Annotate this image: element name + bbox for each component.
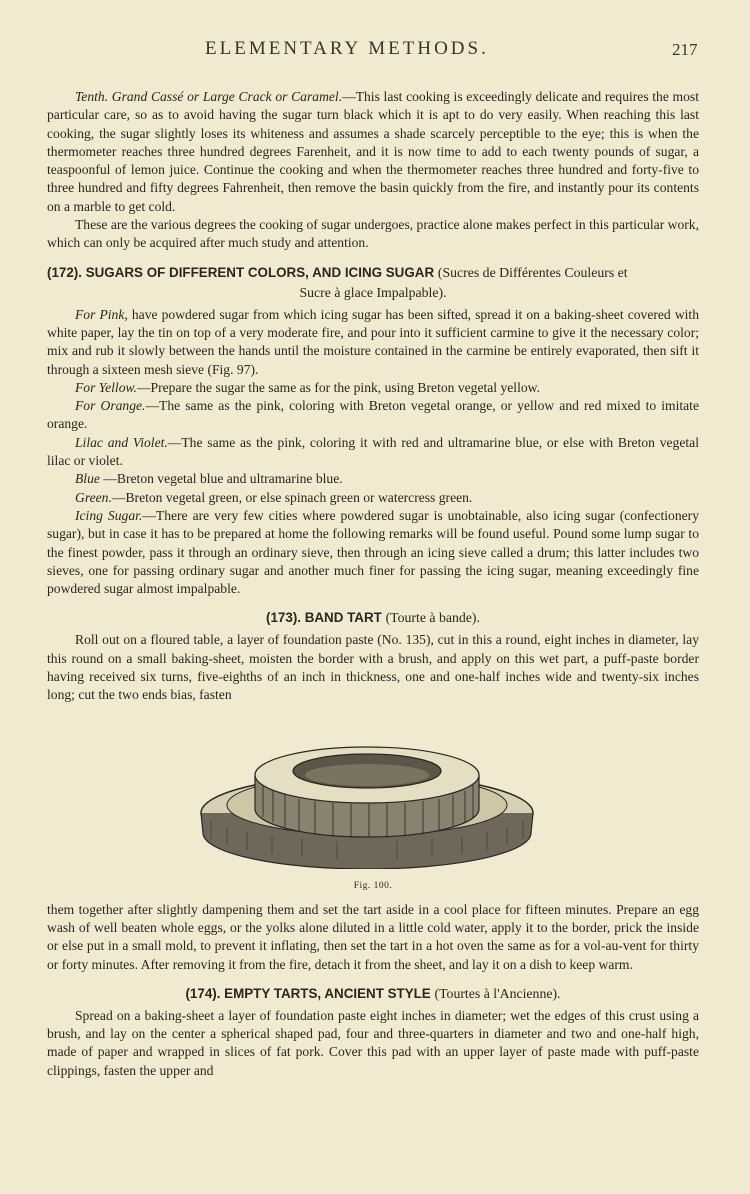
icing-sugar-paragraph: [47, 507, 699, 598]
section-172-title: (172). SUGARS OF DIFFERENT COLORS, AND ICING SUGAR: [47, 264, 435, 280]
section-172-french-title-1: (Sucres de Différentes Couleurs et: [437, 264, 628, 280]
pink-lead: For Pink,: [75, 306, 128, 322]
green-body: —Breton vegetal green, or else spinach green or watercress green.: [111, 489, 473, 505]
green-paragraph: [47, 489, 699, 507]
section-172-french-title-2: Sucre à glace Impalpable).: [299, 284, 447, 300]
yellow-lead: For Yellow.: [75, 379, 137, 395]
blue-body: —Breton vegetal blue and ultramarine blue.: [99, 471, 343, 487]
page-body: [47, 88, 699, 1080]
lilac-paragraph: [47, 434, 699, 471]
page-number: 217: [672, 40, 698, 59]
pink-paragraph: [47, 306, 699, 379]
orange-lead: For Orange.: [75, 398, 146, 414]
section-174-heading: [47, 984, 699, 1004]
section-173-french-title: (Tourte à bande).: [385, 610, 480, 626]
lilac-body: —The same as the pink, coloring it with red and ultramarine blue, or else with Breton vegetal lilac or violet.: [47, 434, 699, 469]
figure-caption: Fig. 100.: [353, 880, 393, 891]
icing-sugar-lead: Icing Sugar.: [75, 507, 143, 523]
band-tart-paragraph-1: Roll out on a floured table, a layer of foundation paste (No. 135), cut in this a round, eight inches in diameter, lay this round on a small baking-sheet, moisten the border with a brush, and apply on this wet part, a puff-paste border having received six turns, five-eighths of an inch in thickness, one and one-half inches wide and twenty-six inches long; cut the two ends bias, fasten: [47, 632, 699, 703]
yellow-paragraph: [47, 379, 699, 397]
green-lead: Green.: [75, 489, 112, 505]
running-head: ELEMENTARY METHODS.: [205, 38, 489, 59]
section-174-title: (174). EMPTY TARTS, ANCIENT STYLE: [185, 985, 431, 1001]
closing-paragraph: These are the various degrees the cooking of sugar undergoes, practice alone makes perfect in this particular work, which can only be acquired after much study and attention.: [47, 217, 699, 251]
section-172-heading: [47, 263, 699, 303]
band-tart-figure: [47, 711, 699, 899]
caramel-body: —This last cooking is exceedingly delicate and requires the most particular care, so as to avoid having the sugar turn black which it is apt to do very easily. When reaching this last cooking, the sugar slightly loses its whiteness and assumes a shade scarcely perceptible to the eye; this is when the thermometer reaches three hundred degrees Farenheit, and it is now time to add to each twenty pounds of sugar, a teaspoonful of lemon juice. Continue the cooking and when the thermometer reaches three hundred and forty-five to three hundred and fifty degrees Fahrenheit, then remove the basin quickly from the fire, and instantly pour its contents on a marble to get cold.: [47, 89, 699, 214]
pink-body: have powdered sugar from which icing sugar has been sifted, spread it on a baking-sheet covered with white paper, lay the tin on top of a very moderate fire, and pour into it sufficient carmine to give it the necessary color; mix and rub it slowly between the hands until the moisture contained in the carmine be entirely evaporated, then sift it through a sixteen mesh sieve (Fig. 97).: [47, 306, 699, 377]
section-174-french-title: (Tourtes à l'Ancienne).: [434, 985, 561, 1001]
blue-lead: Blue: [75, 471, 100, 487]
section-173-title: (173). BAND TART: [266, 610, 382, 626]
section-173-heading: [47, 608, 699, 628]
caramel-paragraph: [47, 88, 699, 216]
band-tart-paragraph-2: them together after slightly dampening them and set the tart aside in a cool place for fifteen minutes. Prepare an egg wash of well beaten whole eggs, or the yolks alone diluted in a little cold water, apply it to the border, prick the inside or else put in a small mold, to prevent it inflating, then set the tart in a hot oven the same as for a vol-au-vent for thirty or forty minutes. After removing it from the fire, detach it from the sheet, and lay it on a dish to keep warm.: [47, 901, 699, 972]
band-tart-illustration: [197, 721, 537, 869]
yellow-body: —Prepare the sugar the same as for the pink, using Breton vegetal yellow.: [136, 379, 540, 395]
lilac-lead: Lilac and Violet.: [75, 434, 168, 450]
page-header: [0, 38, 750, 68]
icing-sugar-body: —There are very few cities where powdered sugar is unobtainable, also icing sugar (confectionery sugar), but in case it has to be prepared at home the following remarks will be found useful. Pound some lump sugar to the finest powder, pass it through an ordinary sieve, then through an icing sieve called a drum; this latter includes two sieves, one for passing ordinary sugar and another much finer for passing the icing sugar, meaning exceedingly fine powdered sugar almost impalpable.: [47, 507, 699, 597]
orange-paragraph: [47, 397, 699, 434]
orange-body: —The same as the pink, coloring with Breton vegetal orange, or yellow and red mixed to imitate orange.: [47, 398, 699, 432]
empty-tarts-paragraph: Spread on a baking-sheet a layer of foundation paste eight inches in diameter; wet the edges of this crust using a brush, and lay on the center a spherical shaped pad, four and three-quarters in diameter and two and one-half high, made of paper and wrapped in slices of fat pork. Cover this pad with an upper layer of paste made with puff-paste clippings, fasten the upper and: [47, 1007, 699, 1078]
blue-paragraph: [47, 470, 699, 488]
caramel-lead: Tenth. Grand Cassé or Large Crack or Caramel.: [75, 89, 343, 104]
